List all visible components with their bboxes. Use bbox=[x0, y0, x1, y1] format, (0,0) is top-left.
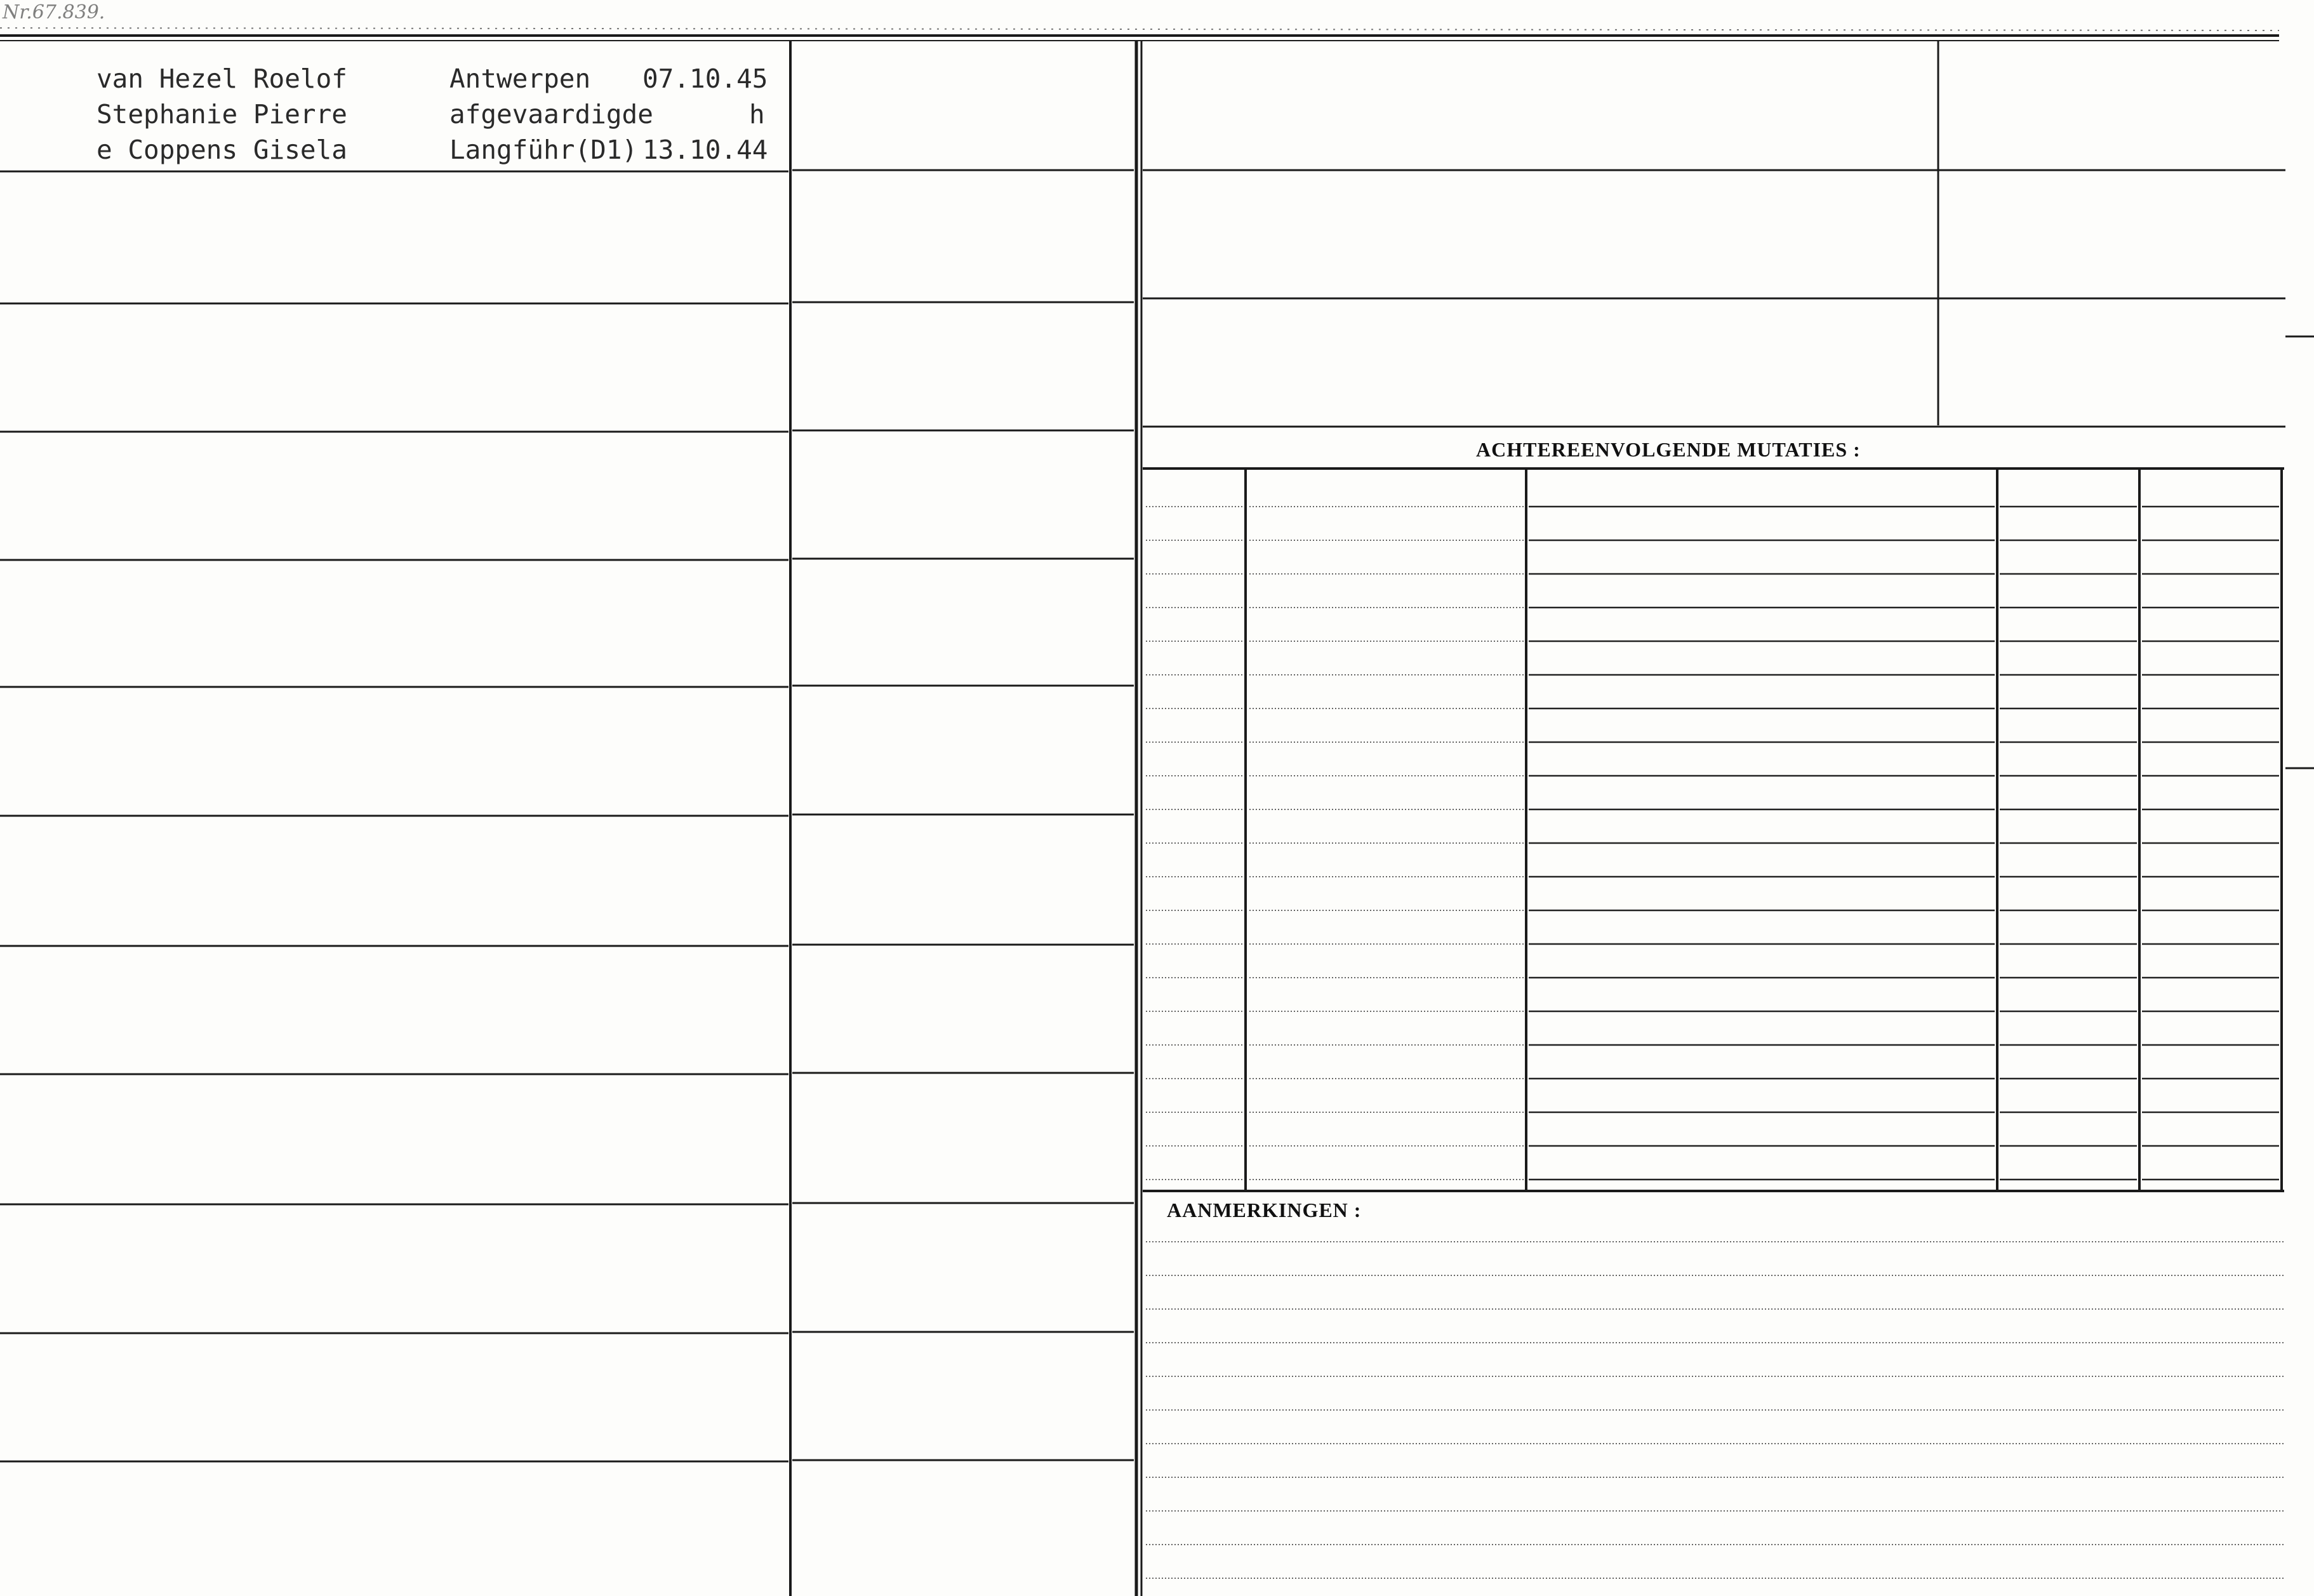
entry-date-1: 07.10.45 bbox=[642, 63, 768, 94]
entry-name-1: van Hezel Roelof bbox=[96, 63, 347, 94]
entry-name-3: e Coppens Gisela bbox=[96, 135, 347, 165]
mutations-header: ACHTEREENVOLGENDE MUTATIES : bbox=[1476, 438, 1861, 461]
top-edge-dots bbox=[0, 28, 2279, 30]
card-number-stamp: Nr.67.839. bbox=[3, 1, 105, 23]
entry-place-2: afgevaardigde bbox=[449, 99, 653, 130]
entry-name-2: Stephanie Pierre bbox=[96, 99, 347, 130]
entry-date-2: h bbox=[749, 99, 765, 130]
remarks-header: AANMERKINGEN : bbox=[1167, 1199, 1362, 1221]
entry-place-3: Langführ(D1) bbox=[449, 135, 638, 165]
entry-date-3: 13.10.44 bbox=[642, 135, 768, 165]
entry-place-1: Antwerpen bbox=[449, 63, 591, 94]
